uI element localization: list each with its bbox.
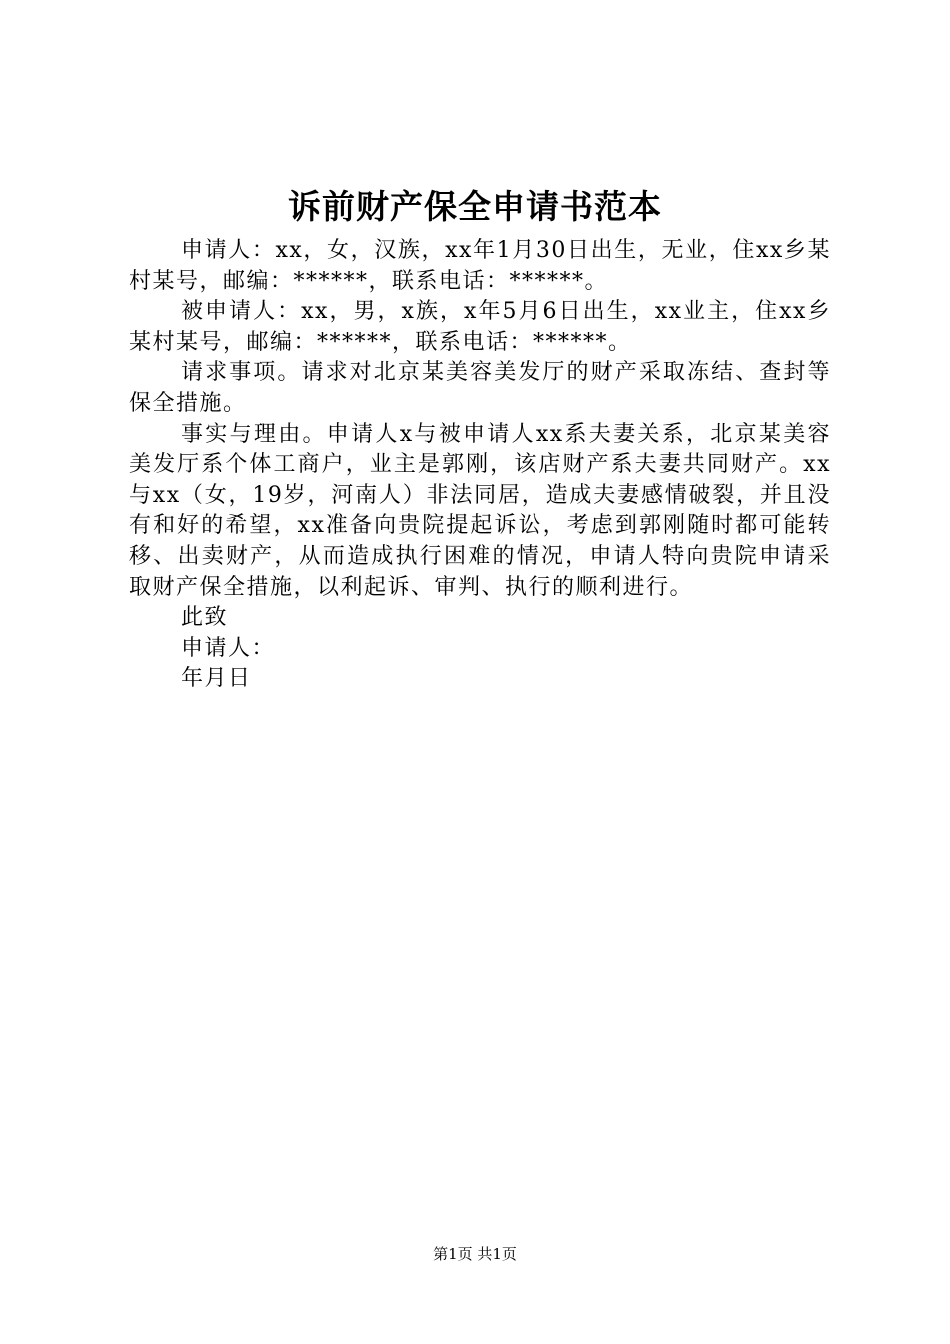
date-label: 年月日	[181, 666, 252, 692]
facts-reasons-paragraph: 事实与理由。申请人x与被申请人xx系夫妻关系，北京某美容美发厅系个体工商户，业主是郭刚，该店财产系夫妻共同财产。xx与xx（女，19岁，河南人）非法同居，造成夫妻感情破裂，并且没有和好的希望，xx准备向贵院提起诉讼，考虑到郭刚随时都可能转移、出卖财产，从而造成执行困难的情况，申请人特向贵院申请采取财产保全措施，以利起诉、审判、执行的顺利进行。	[129, 421, 831, 600]
document-body	[129, 236, 831, 695]
applicant-paragraph: 申请人：xx，女，汉族，xx年1月30日出生，无业，住xx乡某村某号，邮编：******，联系电话：******。	[129, 238, 831, 294]
respondent-paragraph: 被申请人：xx，男，x族，x年5月6日出生，xx业主，住xx乡某村某号，邮编：******，联系电话：******。	[129, 299, 831, 355]
request-paragraph: 请求事项。请求对北京某美容美发厅的财产采取冻结、查封等保全措施。	[129, 360, 831, 416]
signature-label: 申请人：	[181, 635, 276, 661]
page-number-footer: 第1页 共1页	[433, 1245, 517, 1263]
document-title: 诉前财产保全申请书范本	[288, 187, 662, 226]
salutation: 此致	[181, 605, 229, 631]
